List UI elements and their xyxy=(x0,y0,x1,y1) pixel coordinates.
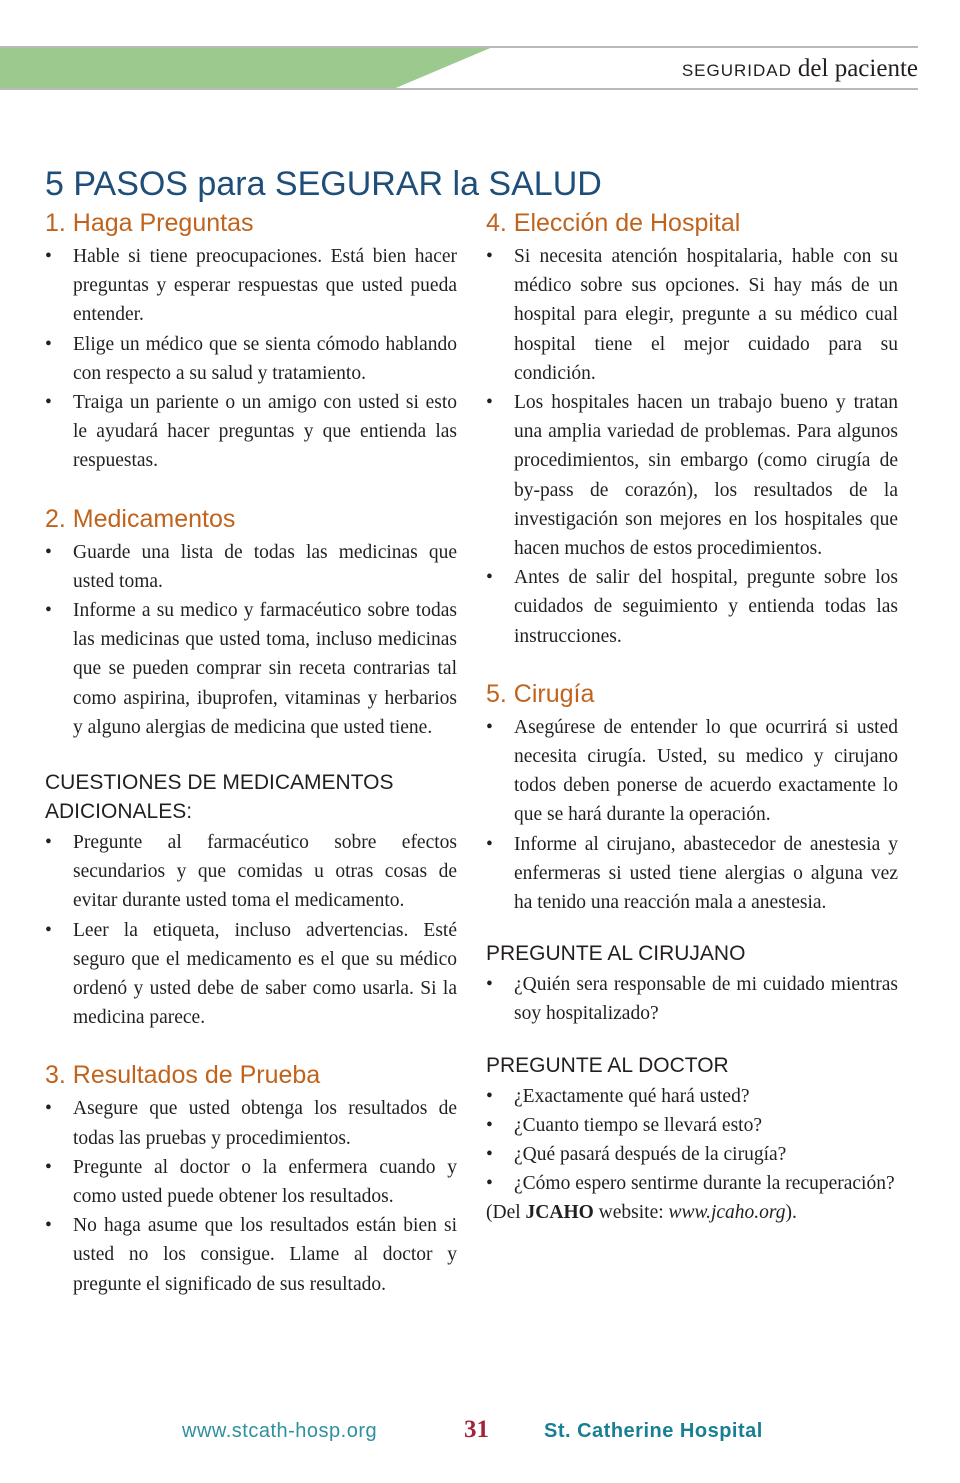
list-item: • ¿Quién sera responsable de mi cuidado mientras soy hospitalizado? xyxy=(486,970,898,1028)
list-item: • Elige un médico que se sienta cómodo hablando con respecto a su salud y tratamiento. xyxy=(45,330,457,388)
page-number: 31 xyxy=(464,1416,489,1443)
section-title-rest: del paciente xyxy=(797,55,918,82)
list-item: • Informe al cirujano, abastecedor de anestesia y enfermeras si usted tiene alergias o alguna vez ha tenido una reacción mala a anestesia. xyxy=(486,830,898,918)
source-middle: website: xyxy=(593,1202,669,1224)
list-item: • Asegure que usted obtenga los resultados de todas las pruebas y procedimientos. xyxy=(45,1094,457,1152)
list-item: • Antes de salir del hospital, pregunte sobre los cuidados de seguimiento y entienda todas las instrucciones. xyxy=(486,563,898,651)
source-suffix: ). xyxy=(785,1202,797,1224)
source-citation xyxy=(486,1198,898,1227)
extra-heading-line2: ADICIONALES: xyxy=(45,800,193,824)
list-item: • ¿Exactamente qué hará usted? xyxy=(486,1082,898,1111)
list-item: • ¿Qué pasará después de la cirugía? xyxy=(486,1140,898,1169)
list-item: • Guarde una lista de todas las medicinas que usted toma. xyxy=(45,538,457,596)
list-item: • Los hospitales hacen un trabajo bueno y tratan una amplia variedad de problemas. Para algunos procedimientos, sin embargo (como cirugía de by-pass de corazón), los resultados de la investigación son mejores en los hospitales que hacen muchos de estos procedimientos. xyxy=(486,388,898,563)
list-item: • Asegúrese de entender lo que ocurrirá si usted necesita cirugía. Usted, su medico y cirujano todos deben ponerse de acuerdo exactamente lo que se hará durante la operación. xyxy=(486,713,898,830)
list-item: • Informe a su medico y farmacéutico sobre todas las medicinas que usted toma, incluso medicinas que se pueden comprar sin receta contrarias tal como aspirina, ibuprofen, vitaminas y herbarios y alguno alergias de medicina que usted tiene. xyxy=(45,596,457,742)
surgeon-list xyxy=(486,970,898,1028)
source-prefix: (Del xyxy=(486,1202,526,1224)
list-item: • Si necesita atención hospitalaria, hable con su médico sobre sus opciones. Si hay más de un hospital para elegir, pregunte a su médico cual hospital tiene el mejor cuidado para su condición. xyxy=(486,242,898,388)
footer-url[interactable]: www.stcath-hosp.org xyxy=(182,1420,378,1442)
list-item: • Traiga un pariente o un amigo con usted si esto le ayudará hacer preguntas y que entienda las respuestas. xyxy=(45,388,457,476)
extra-heading xyxy=(45,768,457,826)
step4-heading: 4. Elección de Hospital xyxy=(486,209,741,237)
header-accent-shape xyxy=(0,46,495,90)
surgeon-heading: PREGUNTE AL CIRUJANO xyxy=(486,942,746,966)
doctor-heading: PREGUNTE AL DOCTOR xyxy=(486,1053,729,1077)
list-item: • Pregunte al farmacéutico sobre efectos secundarios y que comidas u otras cosas de evitar durante usted toma el medicamento. xyxy=(45,828,457,916)
footer-hospital-name: St. Catherine Hospital xyxy=(544,1420,763,1442)
list-item: • Pregunte al doctor o la enfermera cuando y como usted puede obtener los resultados. xyxy=(45,1153,457,1211)
list-item: • No haga asume que los resultados están bien si usted no los consigue. Llame al doctor y pregunte el significado de sus resultado. xyxy=(45,1211,457,1299)
section-title xyxy=(682,55,918,83)
step4-list xyxy=(486,242,898,651)
section-title-caps: SEGURIDAD xyxy=(681,61,792,80)
step3-list xyxy=(45,1094,457,1298)
step5-list xyxy=(486,713,898,917)
step2-heading: 2. Medicamentos xyxy=(45,504,236,533)
source-org: JCAHO xyxy=(525,1202,594,1224)
list-item: • Hable si tiene preocupaciones. Está bien hacer preguntas y esperar respuestas que usted pueda entender. xyxy=(45,242,457,330)
doctor-list xyxy=(486,1082,898,1199)
header-rule-top xyxy=(0,46,918,48)
left-column xyxy=(45,206,457,1299)
extra-heading-line1: CUESTIONES DE MEDICAMENTOS xyxy=(45,771,394,795)
list-item: • ¿Cuanto tiempo se llevará esto? xyxy=(486,1111,898,1140)
step1-heading: 1. Haga Preguntas xyxy=(45,209,254,237)
step2-list xyxy=(45,538,457,742)
step5-heading: 5. Cirugía xyxy=(486,679,595,708)
list-item: • ¿Cómo espero sentirme durante la recuperación? xyxy=(486,1169,898,1198)
extra-list xyxy=(45,828,457,1032)
step3-heading: 3. Resultados de Prueba xyxy=(45,1061,321,1090)
header-rule-bottom xyxy=(0,88,918,90)
footer xyxy=(0,1416,960,1450)
list-item: • Leer la etiqueta, incluso advertencias. Esté seguro que el medicamento es el que su médico ordenó y usted debe de saber como usarla. Si la medicina parece. xyxy=(45,916,457,1033)
page-title: 5 PASOS para SEGURAR la SALUD xyxy=(45,165,602,203)
source-url[interactable]: www.jcaho.org xyxy=(668,1202,786,1224)
step1-list xyxy=(45,242,457,476)
right-column xyxy=(486,206,898,1227)
